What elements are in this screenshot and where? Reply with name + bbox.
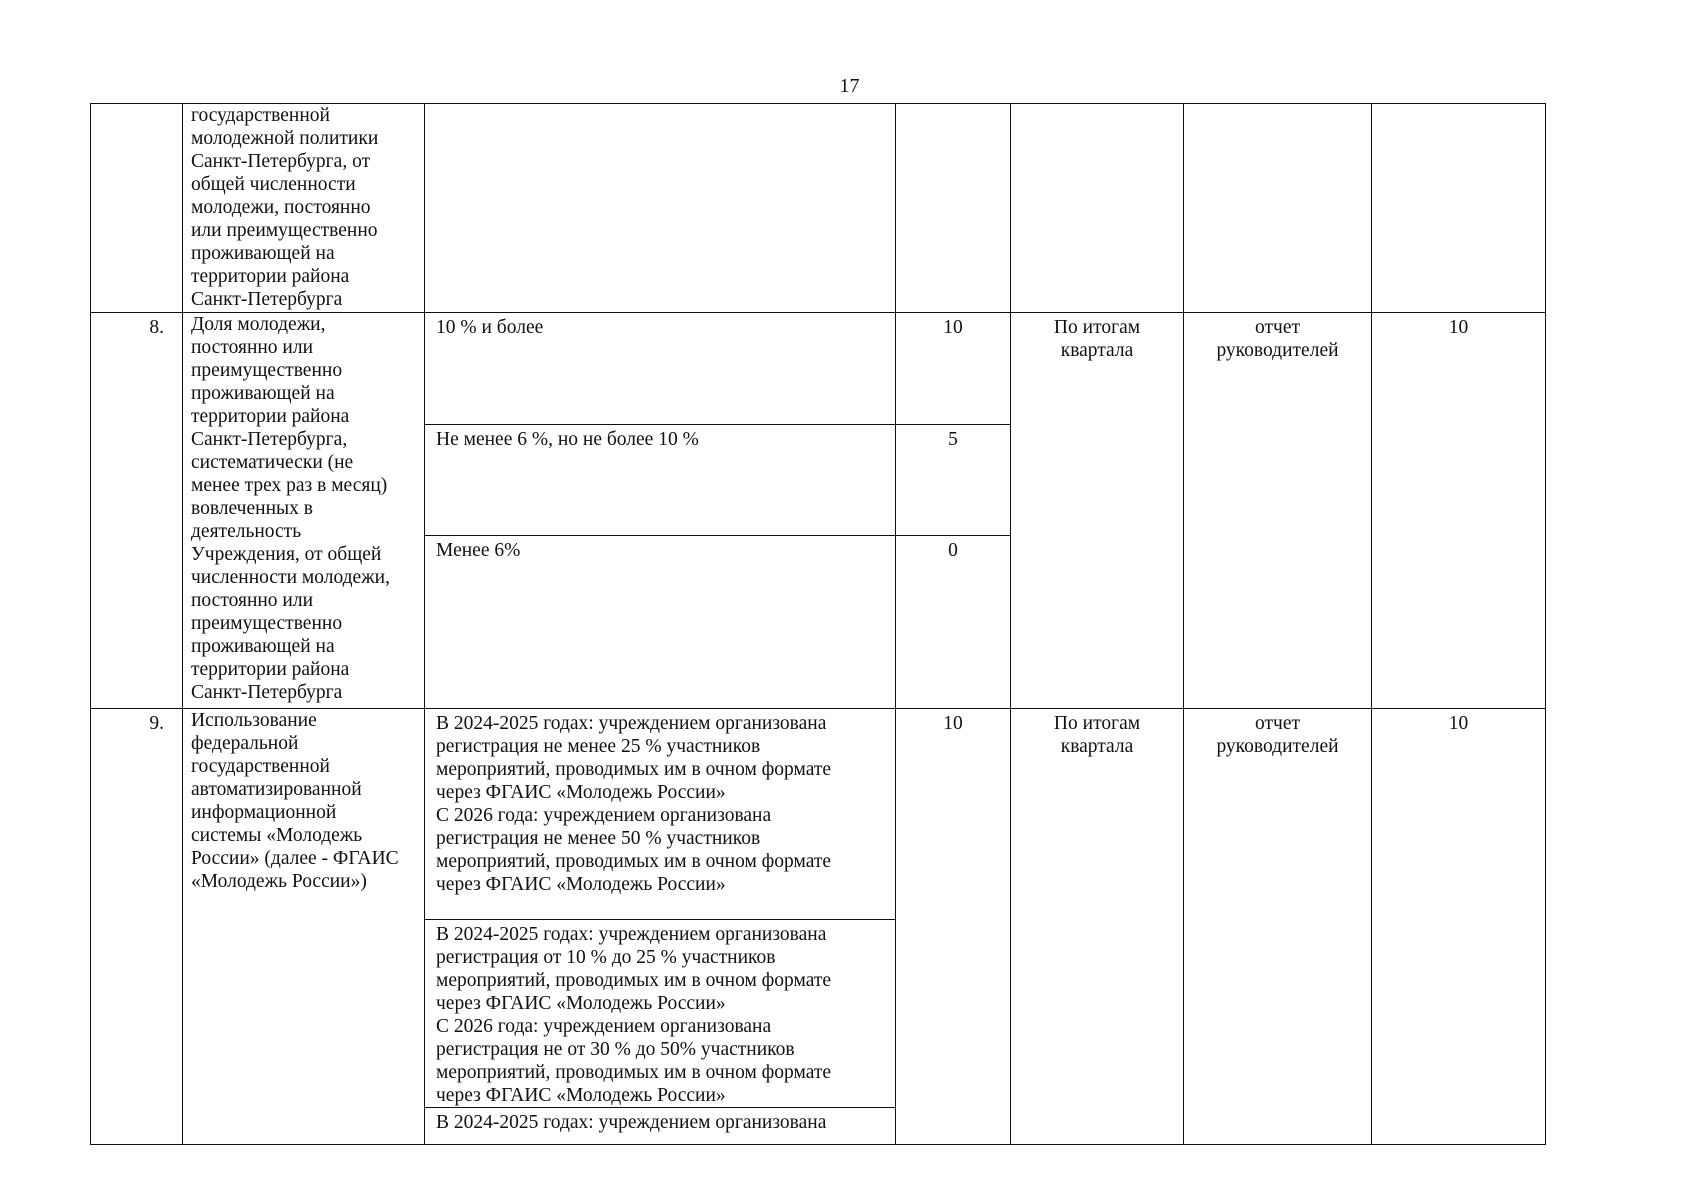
table-row-9 xyxy=(91,709,1546,920)
table-row-8 xyxy=(91,313,1546,425)
criterion-cell: В 2024-2025 годах: учреждением организована xyxy=(425,1108,896,1145)
criterion-cell: Не менее 6 %, но не более 10 % xyxy=(425,425,896,536)
row-number-cell: 9. xyxy=(91,709,183,1145)
score-cell: 10 xyxy=(896,313,1011,425)
row-number-cell xyxy=(91,104,183,313)
max-score-cell: 10 xyxy=(1372,709,1546,1145)
criterion-cell: Менее 6% xyxy=(425,536,896,709)
source-cell: отчет руководителей xyxy=(1184,313,1372,709)
indicator-name-cell: государственной молодежной политики Санкт-Петербурга, от общей численности молодежи, постоянно или преимущественно проживающей на территории района Санкт-Петербурга xyxy=(183,104,425,313)
table-row-continued xyxy=(91,104,1546,313)
source-cell: отчет руководителей xyxy=(1184,709,1372,1145)
max-score-cell xyxy=(1372,104,1546,313)
criterion-cell: В 2024-2025 годах: учреждением организована регистрация не менее 25 % участников мероприятий, проводимых им в очном формате через ФГАИС «Молодежь России» С 2026 года: учреждением организована регистрация не менее 50 % участников мероприятий, проводимых им в очном формате через ФГАИС «Молодежь России» xyxy=(425,709,896,920)
row-number-cell: 8. xyxy=(91,313,183,709)
period-cell: По итогам квартала xyxy=(1011,313,1184,709)
period-cell: По итогам квартала xyxy=(1011,709,1184,1145)
criterion-cell: В 2024-2025 годах: учреждением организована регистрация от 10 % до 25 % участников мероприятий, проводимых им в очном формате через ФГАИС «Молодежь России» С 2026 года: учреждением организована регистрация не от 30 % до 50% участников мероприятий, проводимых им в очном формате через ФГАИС «Молодежь России» xyxy=(425,920,896,1108)
source-cell xyxy=(1184,104,1372,313)
score-cell: 0 xyxy=(896,536,1011,709)
indicator-name-cell: Использование федеральной государственной автоматизированной информационной системы «Молодежь России» (далее - ФГАИС «Молодежь России») xyxy=(183,709,425,1145)
criteria-table xyxy=(90,103,1546,1145)
period-cell xyxy=(1011,104,1184,313)
criterion-cell: 10 % и более xyxy=(425,313,896,425)
max-score-cell: 10 xyxy=(1372,313,1546,709)
indicator-name-cell: Доля молодежи, постоянно или преимущественно проживающей на территории района Санкт-Петербурга, систематически (не менее трех раз в месяц) вовлеченных в деятельность Учреждения, от общей численности молодежи, постоянно или преимущественно проживающей на территории района Санкт-Петербурга xyxy=(183,313,425,709)
page-number: 17 xyxy=(839,75,860,97)
score-cell: 5 xyxy=(896,425,1011,536)
criterion-cell xyxy=(425,104,896,313)
score-cell xyxy=(896,104,1011,313)
score-cell: 10 xyxy=(896,709,1011,1145)
